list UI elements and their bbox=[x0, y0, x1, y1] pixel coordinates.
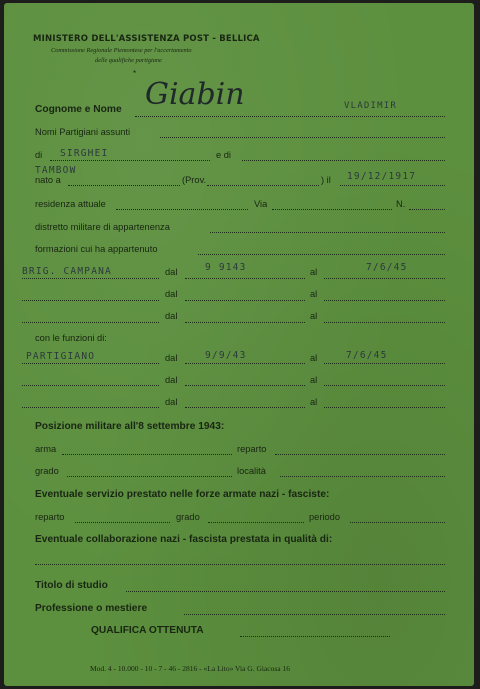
province-label: (Prov. bbox=[182, 175, 207, 185]
function-row3-from-line bbox=[185, 407, 305, 408]
arm-label: arma bbox=[35, 444, 57, 454]
formation-row1-line bbox=[22, 278, 159, 279]
unit-line bbox=[275, 454, 445, 455]
service-period-line bbox=[350, 522, 445, 523]
number-line bbox=[409, 209, 445, 210]
birthplace-typed: TAMBOW bbox=[35, 165, 77, 176]
qualification-line bbox=[240, 636, 390, 637]
street-line bbox=[272, 209, 392, 210]
function-row2-line bbox=[22, 385, 159, 386]
rank-label: grado bbox=[35, 466, 59, 476]
formation-row1-from-line bbox=[185, 278, 305, 279]
formation-row3-to-line bbox=[324, 322, 445, 323]
star-ornament: * bbox=[133, 69, 137, 78]
formation-row3-from-line bbox=[185, 322, 305, 323]
service-unit-label: reparto bbox=[35, 512, 65, 522]
function-row3-from-label: dal bbox=[165, 397, 178, 407]
formation-row1-to-line bbox=[324, 278, 445, 279]
service-rank-line bbox=[208, 522, 304, 523]
function-row2-to-label: al bbox=[310, 375, 318, 385]
function-row2-to-line bbox=[324, 385, 445, 386]
function-row3-to-line bbox=[324, 407, 445, 408]
formation-from-typed: 9 9143 bbox=[205, 262, 247, 273]
mother-label: e di bbox=[216, 150, 231, 160]
ministry-heading: MINISTERO DELL'ASSISTENZA POST - BELLICA bbox=[33, 34, 260, 44]
number-label: N. bbox=[396, 199, 406, 209]
surname-name-label: Cognome e Nome bbox=[35, 104, 122, 115]
functions-label: con le funzioni di: bbox=[35, 333, 107, 343]
residence-label: residenza attuale bbox=[35, 199, 106, 209]
collaboration-heading: Eventuale collaborazione nazi - fascista prestata in qualità di: bbox=[35, 534, 333, 545]
formation-row2-to-line bbox=[324, 300, 445, 301]
service-unit-line bbox=[75, 522, 170, 523]
formation-row2-to-label: al bbox=[310, 289, 318, 299]
function-row1-to-line bbox=[324, 363, 445, 364]
function-row1-from-label: dal bbox=[165, 353, 178, 363]
service-period-label: periodo bbox=[309, 512, 341, 522]
function-row1-line bbox=[22, 363, 159, 364]
formation-row1-to-label: al bbox=[310, 267, 318, 277]
function-row2-from-label: dal bbox=[165, 375, 178, 385]
formation-row2-line bbox=[22, 300, 159, 301]
first-name-typed: VLADIMIR bbox=[344, 101, 397, 111]
father-label: di bbox=[35, 150, 43, 160]
formation-row2-from-label: dal bbox=[165, 289, 178, 299]
qualification-label: QUALIFICA OTTENUTA bbox=[91, 625, 204, 636]
father-typed: SIRGHEI bbox=[60, 148, 109, 159]
partisan-record-card bbox=[4, 3, 474, 686]
qualifications-subheading: delle qualifiche partigiane bbox=[95, 57, 162, 64]
commission-subheading: Commissione Regionale Piemontese per l'accertamento bbox=[51, 47, 192, 54]
function-typed: PARTIGIANO bbox=[26, 351, 96, 362]
formations-line bbox=[198, 254, 445, 255]
province-line bbox=[207, 185, 319, 186]
collaboration-line bbox=[35, 564, 445, 565]
residence-line bbox=[116, 209, 248, 210]
surname-handwritten: Giabin bbox=[145, 77, 245, 112]
service-heading: Eventuale servizio prestato nelle forze armate nazi - fasciste: bbox=[35, 489, 330, 500]
mother-line bbox=[242, 160, 445, 161]
partisan-names-label: Nomi Partigiani assunti bbox=[35, 127, 131, 137]
formation-typed: BRIG. CAMPANA bbox=[22, 266, 112, 277]
military-position-heading: Posizione militare all'8 settembre 1943: bbox=[35, 421, 225, 432]
formation-row1-from-label: dal bbox=[165, 267, 178, 277]
location-label: località bbox=[237, 466, 266, 476]
surname-line bbox=[135, 116, 445, 117]
print-footer: Mod. 4 - 10.000 - 10 - 7 - 46 - 2816 - «La Lito» Via G. Giacosa 16 bbox=[90, 664, 291, 673]
birthdate-typed: 19/12/1917 bbox=[347, 171, 417, 182]
education-line bbox=[126, 591, 445, 592]
function-to-typed: 7/6/45 bbox=[346, 350, 388, 361]
function-from-typed: 9/9/43 bbox=[205, 350, 247, 361]
arm-line bbox=[62, 454, 232, 455]
military-district-label: distretto militare di appartenenza bbox=[35, 222, 170, 232]
military-district-line bbox=[210, 232, 445, 233]
formations-label: formazioni cui ha appartenuto bbox=[35, 244, 158, 254]
location-line bbox=[280, 476, 445, 477]
profession-line bbox=[184, 614, 445, 615]
rank-line bbox=[67, 476, 232, 477]
function-row1-from-line bbox=[185, 363, 305, 364]
formation-row3-from-label: dal bbox=[165, 311, 178, 321]
function-row1-to-label: al bbox=[310, 353, 318, 363]
function-row2-from-line bbox=[185, 385, 305, 386]
birthdate-label: ) il bbox=[321, 175, 331, 185]
partisan-names-line bbox=[160, 137, 445, 138]
service-rank-label: grado bbox=[176, 512, 200, 522]
profession-label: Professione o mestiere bbox=[35, 603, 148, 614]
function-row3-line bbox=[22, 407, 159, 408]
education-label: Titolo di studio bbox=[35, 580, 108, 591]
formation-row2-from-line bbox=[185, 300, 305, 301]
street-label: Via bbox=[254, 199, 268, 209]
formation-row3-line bbox=[22, 322, 159, 323]
birthdate-line bbox=[340, 185, 445, 186]
birthplace-line bbox=[68, 185, 180, 186]
formation-to-typed: 7/6/45 bbox=[366, 262, 408, 273]
father-line bbox=[50, 160, 210, 161]
function-row3-to-label: al bbox=[310, 397, 318, 407]
birthplace-label: nato a bbox=[35, 175, 61, 185]
unit-label: reparto bbox=[237, 444, 267, 454]
formation-row3-to-label: al bbox=[310, 311, 318, 321]
